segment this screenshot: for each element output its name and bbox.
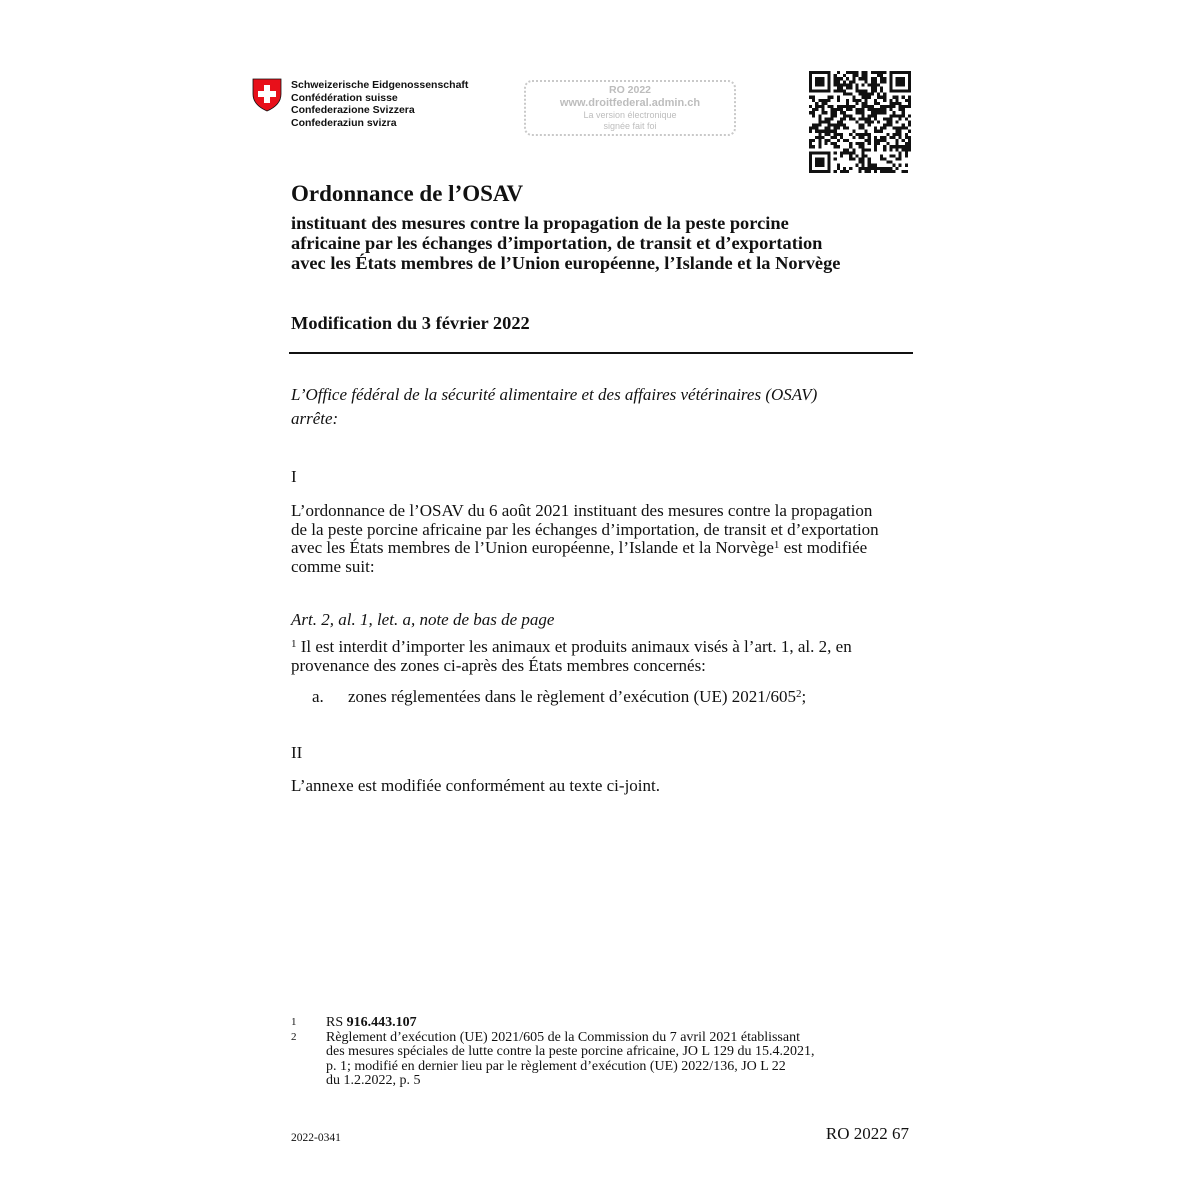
footnote-prefix: RS	[326, 1015, 347, 1030]
stamp-note-1: La version électronique	[583, 110, 677, 120]
paragraph-line: provenance des zones ci-après des États membres concernés:	[291, 655, 706, 675]
document-number: 2022-0341	[291, 1132, 341, 1144]
paragraph-line	[291, 539, 911, 558]
footnote-ref-2[interactable]: 2	[795, 688, 802, 700]
preamble	[291, 383, 817, 431]
modification-date: Modification du 3 février 2022	[291, 313, 530, 333]
amendment-paragraph	[291, 502, 911, 576]
stamp-ro: RO 2022	[608, 84, 652, 96]
annex-paragraph: L’annexe est modifiée conformément au texte ci-joint.	[291, 776, 660, 795]
ro-reference: RO 2022 67	[825, 1124, 909, 1143]
footnote-line: des mesures spéciales de lutte contre la peste porcine africaine, JO L 129 du 15.4.2021,	[326, 1044, 815, 1060]
title-divider	[289, 352, 913, 354]
subtitle-line: avec les États membres de l’Union européenne, l’Islande et la Norvège	[291, 253, 841, 273]
confederation-line: Schweizerische Eidgenossenschaft	[291, 79, 469, 91]
confederation-line: Confédération suisse	[291, 91, 398, 104]
paragraph-number: 1	[291, 638, 297, 650]
subtitle-line: instituant des mesures contre la propagation de la peste porcine	[291, 213, 789, 233]
qr-code-icon	[809, 71, 911, 173]
list-item-text: zones réglementées dans le règlement d’exécution (UE) 2021/605	[348, 687, 796, 706]
swiss-coat-of-arms-icon	[252, 78, 282, 112]
paragraph-text: est modifiée	[779, 538, 868, 558]
list-item-label: a.	[312, 687, 324, 706]
preamble-line: L’Office fédéral de la sécurité alimentaire et des affaires vétérinaires (OSAV)	[291, 385, 818, 404]
confederation-line: Confederazione Svizzera	[291, 104, 415, 116]
document-title: Ordonnance de l’OSAV	[291, 181, 524, 206]
confederation-name	[291, 79, 468, 129]
document-subtitle	[291, 213, 840, 273]
section-heading-I: I	[291, 467, 297, 486]
confederation-line: Confederaziun svizra	[291, 116, 397, 129]
article-reference: Art. 2, al. 1, let. a, note de bas de page	[291, 610, 555, 629]
footnote-text	[326, 1016, 417, 1030]
preamble-line: arrête:	[291, 409, 339, 428]
footnote-number: 1	[291, 1016, 297, 1028]
article-paragraph	[291, 638, 911, 675]
list-item-a	[312, 687, 806, 707]
electronic-version-stamp	[524, 80, 736, 136]
paragraph-line	[291, 638, 911, 657]
paragraph-text: Il est interdit d’importer les animaux et produits animaux visés à l’art. 1, al. 2, en	[296, 637, 852, 656]
footnote-ref-1[interactable]: 1	[773, 539, 780, 552]
paragraph-line: comme suit:	[291, 556, 375, 576]
list-item-end: ;	[801, 687, 807, 706]
paragraph-line: de la peste porcine africaine par les échanges d’importation, de transit et d’exportation	[291, 519, 879, 539]
stamp-note-2: signée fait foi	[603, 121, 657, 131]
footnote-line: p. 1; modifié en dernier lieu par le règlement d’exécution (UE) 2022/136, JO L 22	[326, 1058, 786, 1074]
subtitle-line: africaine par les échanges d’importation, de transit et d’exportation	[291, 233, 823, 253]
paragraph-text: avec les États membres de l’Union européenne, l’Islande et la Norvège	[291, 538, 774, 558]
footnote-rs-number[interactable]: 916.443.107	[346, 1015, 417, 1030]
paragraph-line: L’ordonnance de l’OSAV du 6 août 2021 instituant des mesures contre la propagation	[291, 501, 873, 520]
footnote-text	[326, 1031, 815, 1089]
section-heading-II: II	[291, 743, 303, 762]
footnote-number: 2	[291, 1031, 297, 1043]
stamp-url[interactable]: www.droitfederal.admin.ch	[559, 97, 701, 109]
footnote-line: Règlement d’exécution (UE) 2021/605 de la Commission du 7 avril 2021 établissant	[326, 1030, 800, 1045]
footnote-line: du 1.2.2022, p. 5	[326, 1073, 421, 1089]
